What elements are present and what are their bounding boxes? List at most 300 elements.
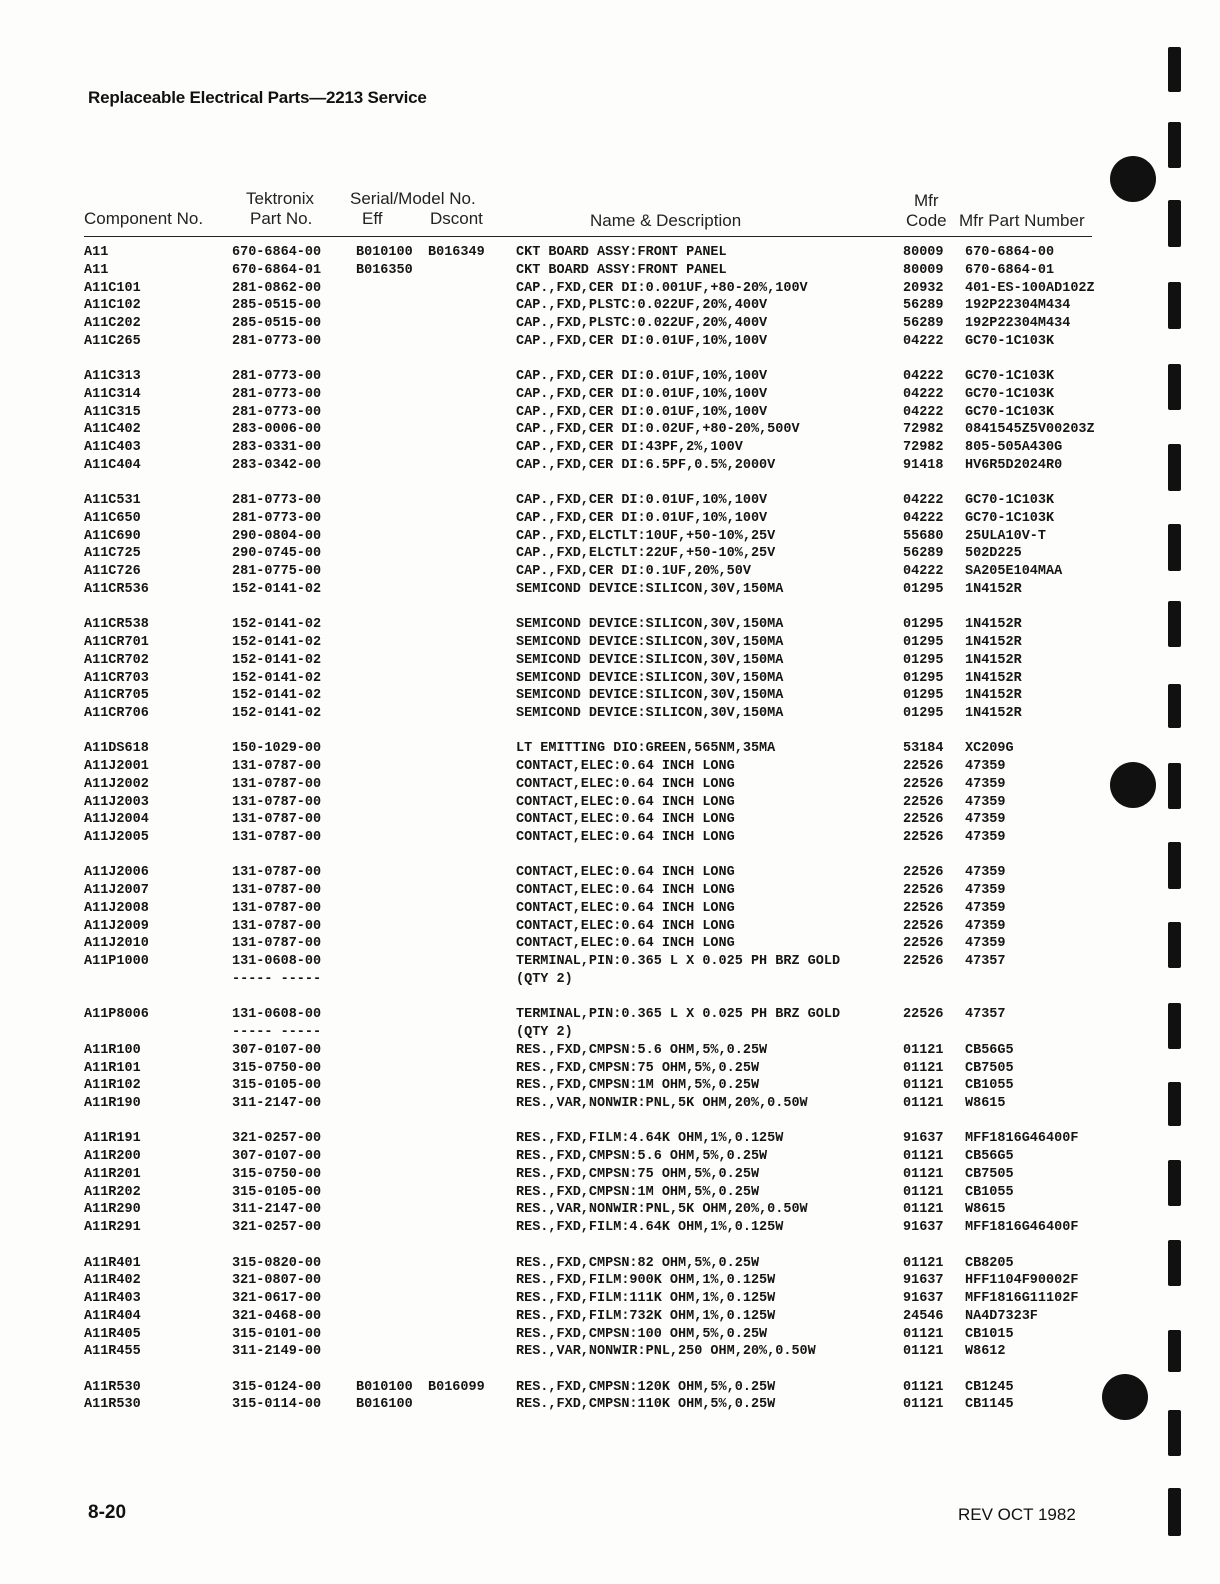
tek-part-no: 285-0515-00 <box>232 298 322 314</box>
mfr-part-number: CB56G5 <box>965 1042 1014 1058</box>
name-description: RES.,FXD,CMPSN:100 OHM,5%,0.25W <box>516 1326 768 1342</box>
mfr-part-number: 47359 <box>965 936 1006 952</box>
mfr-part-number: CB1015 <box>965 1326 1014 1342</box>
name-description: CAP.,FXD,CER DI:0.01UF,10%,100V <box>516 493 768 509</box>
tek-part-no: 152-0141-02 <box>232 635 322 651</box>
mfr-code: 53184 <box>903 741 944 757</box>
mfr-code: 04222 <box>903 493 944 509</box>
name-description: CONTACT,ELEC:0.64 INCH LONG <box>516 759 735 775</box>
mfr-code: 04222 <box>903 369 944 385</box>
mfr-code: 72982 <box>903 440 944 456</box>
mfr-code: 56289 <box>903 546 944 562</box>
mfr-part-number: 1N4152R <box>965 670 1022 686</box>
name-description: RES.,FXD,FILM:900K OHM,1%,0.125W <box>516 1273 776 1289</box>
mfr-code: 04222 <box>903 386 944 402</box>
mfr-code: 22526 <box>903 865 944 881</box>
mfr-code: 01295 <box>903 706 944 722</box>
name-description: RES.,VAR,NONWIR:PNL,250 OHM,20%,0.50W <box>516 1344 816 1360</box>
mfr-code: 55680 <box>903 528 944 544</box>
mfr-part-number: 47359 <box>965 865 1006 881</box>
col-mfr-label: Mfr <box>914 191 939 210</box>
mfr-part-number: 47359 <box>965 918 1006 934</box>
name-description: RES.,FXD,CMPSN:120K OHM,5%,0.25W <box>516 1379 776 1395</box>
tek-part-no: 131-0787-00 <box>232 865 322 881</box>
name-description: RES.,FXD,FILM:4.64K OHM,1%,0.125W <box>516 1220 784 1236</box>
mfr-part-number: GC70-1C103K <box>965 510 1055 526</box>
name-description: LT EMITTING DIO:GREEN,565NM,35MA <box>516 741 776 757</box>
name-description: RES.,FXD,CMPSN:75 OHM,5%,0.25W <box>516 1060 760 1076</box>
component-no: A11C265 <box>84 333 141 349</box>
mfr-part-number: W8615 <box>965 1096 1006 1112</box>
component-no: A11C313 <box>84 369 141 385</box>
mfr-part-number: MFF1816G46400F <box>965 1131 1079 1147</box>
binder-hole-mark <box>1110 762 1156 808</box>
component-no: A11P1000 <box>84 954 149 970</box>
tek-part-no: 670-6864-01 <box>232 262 322 278</box>
tek-part-no: 315-0105-00 <box>232 1078 322 1094</box>
mfr-part-number: CB1145 <box>965 1397 1014 1413</box>
margin-bar <box>1168 1410 1181 1456</box>
tek-part-no: 152-0141-02 <box>232 688 322 704</box>
tek-part-no: 131-0608-00 <box>232 1007 322 1023</box>
mfr-code: 01295 <box>903 635 944 651</box>
mfr-code: 56289 <box>903 316 944 331</box>
component-no: A11C403 <box>84 440 141 456</box>
name-description: CONTACT,ELEC:0.64 INCH LONG <box>516 830 735 846</box>
component-no: A11J2010 <box>84 936 149 952</box>
name-description: CKT BOARD ASSY:FRONT PANEL <box>516 262 727 278</box>
mfr-code: 22526 <box>903 812 944 828</box>
tek-part-no: 315-0124-00 <box>232 1379 322 1395</box>
mfr-code: 01121 <box>903 1326 944 1342</box>
name-description: CAP.,FXD,CER DI:0.001UF,+80-20%,100V <box>516 280 808 296</box>
mfr-code: 04222 <box>903 404 944 420</box>
component-no: A11C690 <box>84 528 141 544</box>
mfr-code: 01121 <box>903 1060 944 1076</box>
tek-part-no: 283-0331-00 <box>232 440 322 456</box>
margin-bar <box>1168 122 1181 168</box>
mfr-code: 01121 <box>903 1344 944 1360</box>
mfr-code: 91637 <box>903 1131 944 1147</box>
name-description: CAP.,FXD,PLSTC:0.022UF,20%,400V <box>516 316 768 331</box>
name-description: RES.,FXD,CMPSN:75 OHM,5%,0.25W <box>516 1166 760 1182</box>
binder-hole-mark <box>1102 1374 1148 1420</box>
component-no: A11J2006 <box>84 865 149 881</box>
serial-eff: B016350 <box>356 262 413 278</box>
mfr-code: 56289 <box>903 298 944 314</box>
mfr-code: 91637 <box>903 1291 944 1306</box>
component-no: A11C726 <box>84 564 141 580</box>
component-no: A11R201 <box>84 1166 141 1182</box>
mfr-part-number: 47357 <box>965 954 1006 970</box>
mfr-part-number: 192P22304M434 <box>965 298 1071 314</box>
mfr-part-number: 670-6864-01 <box>965 262 1055 278</box>
mfr-code: 22526 <box>903 759 944 775</box>
serial-dscont: B016349 <box>428 245 485 260</box>
name-description: RES.,FXD,CMPSN:5.6 OHM,5%,0.25W <box>516 1149 768 1165</box>
component-no: A11C402 <box>84 422 141 438</box>
component-no: A11J2001 <box>84 759 149 775</box>
mfr-part-number: NA4D7323F <box>965 1308 1038 1324</box>
mfr-code: 01295 <box>903 652 944 668</box>
mfr-part-number: XC209G <box>965 741 1014 757</box>
name-description: SEMICOND DEVICE:SILICON,30V,150MA <box>516 635 784 651</box>
component-no: A11J2007 <box>84 883 149 899</box>
mfr-part-number: 47357 <box>965 1007 1006 1023</box>
mfr-part-number: 47359 <box>965 830 1006 846</box>
mfr-part-number: GC70-1C103K <box>965 404 1055 420</box>
mfr-code: 22526 <box>903 1007 944 1023</box>
margin-bar <box>1168 763 1181 809</box>
mfr-code: 22526 <box>903 830 944 846</box>
name-description: CONTACT,ELEC:0.64 INCH LONG <box>516 776 735 792</box>
mfr-part-number: 670-6864-00 <box>965 245 1055 260</box>
col-mfr-code: Code <box>906 211 947 230</box>
mfr-part-number: GC70-1C103K <box>965 333 1055 349</box>
mfr-part-number: 192P22304M434 <box>965 316 1071 331</box>
name-description: RES.,FXD,CMPSN:5.6 OHM,5%,0.25W <box>516 1042 768 1058</box>
mfr-part-number: 47359 <box>965 883 1006 899</box>
margin-bar <box>1168 684 1181 728</box>
component-no: A11J2008 <box>84 900 149 916</box>
serial-eff: B010100 <box>356 1379 413 1395</box>
component-no: A11C101 <box>84 280 141 296</box>
revision-date: REV OCT 1982 <box>958 1505 1076 1524</box>
mfr-part-number: 502D225 <box>965 546 1022 562</box>
component-no: A11R403 <box>84 1291 141 1306</box>
mfr-part-number: 47359 <box>965 812 1006 828</box>
tek-part-no: 281-0773-00 <box>232 369 322 385</box>
mfr-part-number: 1N4152R <box>965 688 1022 704</box>
component-no: A11R404 <box>84 1308 141 1324</box>
tek-part-no: 131-0787-00 <box>232 900 322 916</box>
tek-part-no: 290-0804-00 <box>232 528 322 544</box>
tek-part-no: 315-0101-00 <box>232 1326 322 1342</box>
mfr-code: 01121 <box>903 1096 944 1112</box>
mfr-code: 01121 <box>903 1166 944 1182</box>
component-no: A11CR701 <box>84 635 149 651</box>
tek-part-no: 281-0773-00 <box>232 386 322 402</box>
component-no: A11CR536 <box>84 581 149 597</box>
tek-part-no: ----- ----- <box>232 971 322 987</box>
component-no: A11J2004 <box>84 812 149 828</box>
tek-part-no: 321-0617-00 <box>232 1291 322 1306</box>
component-no: A11C314 <box>84 386 141 402</box>
component-no: A11R102 <box>84 1078 141 1094</box>
tek-part-no: 281-0862-00 <box>232 280 322 296</box>
tek-part-no: 152-0141-02 <box>232 706 322 722</box>
name-description: CAP.,FXD,PLSTC:0.022UF,20%,400V <box>516 298 768 314</box>
name-description: CAP.,FXD,ELCTLT:10UF,+50-10%,25V <box>516 528 776 544</box>
name-description: RES.,FXD,FILM:4.64K OHM,1%,0.125W <box>516 1131 784 1147</box>
component-no: A11R401 <box>84 1255 141 1271</box>
tek-part-no: 131-0787-00 <box>232 812 322 828</box>
mfr-code: 22526 <box>903 900 944 916</box>
component-no: A11R405 <box>84 1326 141 1342</box>
margin-bar <box>1168 1330 1181 1372</box>
margin-bar <box>1168 200 1181 247</box>
page-header-title: Replaceable Electrical Parts—2213 Service <box>88 88 427 107</box>
name-description: TERMINAL,PIN:0.365 L X 0.025 PH BRZ GOLD <box>516 1007 841 1023</box>
name-description: RES.,FXD,CMPSN:1M OHM,5%,0.25W <box>516 1078 760 1094</box>
margin-bar <box>1168 1003 1181 1049</box>
component-no: A11R101 <box>84 1060 141 1076</box>
tek-part-no: 670-6864-00 <box>232 245 322 260</box>
component-no: A11R530 <box>84 1397 141 1413</box>
tek-part-no: 315-0114-00 <box>232 1397 322 1413</box>
mfr-part-number: GC70-1C103K <box>965 369 1055 385</box>
name-description: RES.,FXD,FILM:111K OHM,1%,0.125W <box>516 1291 776 1306</box>
tek-part-no: 285-0515-00 <box>232 316 322 331</box>
mfr-code: 22526 <box>903 936 944 952</box>
component-no: A11J2009 <box>84 918 149 934</box>
component-no: A11C315 <box>84 404 141 420</box>
header-rule <box>84 236 1092 237</box>
tek-part-no: 131-0787-00 <box>232 918 322 934</box>
name-description: RES.,FXD,CMPSN:110K OHM,5%,0.25W <box>516 1397 776 1413</box>
page-number: 8-20 <box>88 1502 127 1523</box>
mfr-part-number: MFF1816G11102F <box>965 1291 1079 1306</box>
name-description: SEMICOND DEVICE:SILICON,30V,150MA <box>516 670 784 686</box>
name-description: CAP.,FXD,CER DI:0.01UF,10%,100V <box>516 333 768 349</box>
tek-part-no: 152-0141-02 <box>232 670 322 686</box>
mfr-part-number: MFF1816G46400F <box>965 1220 1079 1236</box>
name-description: SEMICOND DEVICE:SILICON,30V,150MA <box>516 706 784 722</box>
col-serial-dscont: Dscont <box>430 209 483 228</box>
name-description: CKT BOARD ASSY:FRONT PANEL <box>516 245 727 260</box>
tek-part-no: 307-0107-00 <box>232 1149 322 1165</box>
component-no: A11J2005 <box>84 830 149 846</box>
tek-part-no: 281-0773-00 <box>232 510 322 526</box>
mfr-code: 01121 <box>903 1397 944 1413</box>
tek-part-no: 281-0773-00 <box>232 493 322 509</box>
component-no: A11CR706 <box>84 706 149 722</box>
name-description: RES.,VAR,NONWIR:PNL,5K OHM,20%,0.50W <box>516 1202 808 1218</box>
mfr-part-number: 1N4152R <box>965 635 1022 651</box>
name-description: CONTACT,ELEC:0.64 INCH LONG <box>516 883 735 899</box>
name-description: CAP.,FXD,CER DI:0.01UF,10%,100V <box>516 404 768 420</box>
component-no: A11R200 <box>84 1149 141 1165</box>
name-description: RES.,FXD,CMPSN:1M OHM,5%,0.25W <box>516 1184 760 1200</box>
mfr-part-number: HFF1104F90002F <box>965 1273 1079 1289</box>
mfr-code: 80009 <box>903 245 944 260</box>
mfr-part-number: 47359 <box>965 900 1006 916</box>
mfr-part-number: CB7505 <box>965 1166 1014 1182</box>
mfr-code: 01295 <box>903 617 944 633</box>
mfr-code: 91637 <box>903 1273 944 1289</box>
name-description: RES.,FXD,FILM:732K OHM,1%,0.125W <box>516 1308 776 1324</box>
tek-part-no: 321-0468-00 <box>232 1308 322 1324</box>
mfr-code: 20932 <box>903 280 944 296</box>
mfr-code: 91637 <box>903 1220 944 1236</box>
tek-part-no: 152-0141-02 <box>232 617 322 633</box>
name-description: CONTACT,ELEC:0.64 INCH LONG <box>516 812 735 828</box>
mfr-part-number: 1N4152R <box>965 617 1022 633</box>
component-no: A11J2003 <box>84 794 149 810</box>
tek-part-no: 281-0773-00 <box>232 404 322 420</box>
mfr-part-number: 25ULA10V-T <box>965 528 1047 544</box>
component-no: A11R290 <box>84 1202 141 1218</box>
mfr-code: 01121 <box>903 1184 944 1200</box>
component-no: A11CR538 <box>84 617 149 633</box>
tek-part-no: 311-2147-00 <box>232 1202 322 1218</box>
mfr-part-number: 1N4152R <box>965 706 1022 722</box>
name-description: CAP.,FXD,CER DI:6.5PF,0.5%,2000V <box>516 457 776 473</box>
mfr-code: 04222 <box>903 510 944 526</box>
name-description: CAP.,FXD,CER DI:43PF,2%,100V <box>516 440 743 456</box>
mfr-part-number: CB56G5 <box>965 1149 1014 1165</box>
name-description: SEMICOND DEVICE:SILICON,30V,150MA <box>516 581 784 597</box>
component-no: A11CR703 <box>84 670 149 686</box>
mfr-code: 91418 <box>903 457 944 473</box>
mfr-part-number: CB1055 <box>965 1078 1014 1094</box>
serial-eff: B016100 <box>356 1397 413 1413</box>
tek-part-no: ----- ----- <box>232 1025 322 1041</box>
name-description: CONTACT,ELEC:0.64 INCH LONG <box>516 918 735 934</box>
tek-part-no: 321-0807-00 <box>232 1273 322 1289</box>
component-no: A11C650 <box>84 510 141 526</box>
name-description: SEMICOND DEVICE:SILICON,30V,150MA <box>516 652 784 668</box>
mfr-part-number: 1N4152R <box>965 581 1022 597</box>
mfr-code: 22526 <box>903 954 944 970</box>
tek-part-no: 283-0006-00 <box>232 422 322 438</box>
mfr-code: 01121 <box>903 1202 944 1218</box>
tek-part-no: 281-0775-00 <box>232 564 322 580</box>
tek-part-no: 131-0608-00 <box>232 954 322 970</box>
mfr-part-number: SA205E104MAA <box>965 564 1063 580</box>
name-description: CAP.,FXD,CER DI:0.01UF,10%,100V <box>516 369 768 385</box>
name-description: CAP.,FXD,CER DI:0.01UF,10%,100V <box>516 510 768 526</box>
name-description: CAP.,FXD,CER DI:0.1UF,20%,50V <box>516 564 751 580</box>
name-description: CONTACT,ELEC:0.64 INCH LONG <box>516 936 735 952</box>
tek-part-no: 321-0257-00 <box>232 1220 322 1236</box>
name-description: SEMICOND DEVICE:SILICON,30V,150MA <box>516 688 784 704</box>
mfr-part-number: GC70-1C103K <box>965 493 1055 509</box>
tek-part-no: 307-0107-00 <box>232 1042 322 1058</box>
name-description: CONTACT,ELEC:0.64 INCH LONG <box>516 794 735 810</box>
serial-eff: B010100 <box>356 245 413 260</box>
col-tek-part-no: Part No. <box>250 209 313 228</box>
name-description: TERMINAL,PIN:0.365 L X 0.025 PH BRZ GOLD <box>516 954 841 970</box>
mfr-part-number: 401-ES-100AD102Z <box>965 280 1095 296</box>
mfr-code: 22526 <box>903 794 944 810</box>
component-no: A11C202 <box>84 316 141 331</box>
tek-part-no: 152-0141-02 <box>232 652 322 668</box>
name-description: RES.,FXD,CMPSN:82 OHM,5%,0.25W <box>516 1255 760 1271</box>
component-no: A11R402 <box>84 1273 141 1289</box>
name-description: CAP.,FXD,ELCTLT:22UF,+50-10%,25V <box>516 546 776 562</box>
component-no: A11P8006 <box>84 1007 149 1023</box>
margin-bar <box>1168 922 1181 968</box>
col-name-description: Name & Description <box>590 211 742 230</box>
col-mfr-part-number: Mfr Part Number <box>959 211 1085 230</box>
component-no: A11C102 <box>84 298 141 314</box>
margin-bar <box>1168 1240 1181 1286</box>
col-tektronix-label: Tektronix <box>246 189 315 208</box>
mfr-code: 01121 <box>903 1078 944 1094</box>
tek-part-no: 281-0773-00 <box>232 333 322 349</box>
tek-part-no: 290-0745-00 <box>232 546 322 562</box>
mfr-code: 72982 <box>903 422 944 438</box>
tek-part-no: 315-0820-00 <box>232 1255 322 1271</box>
mfr-part-number: 1N4152R <box>965 652 1022 668</box>
mfr-part-number: CB7505 <box>965 1060 1014 1076</box>
mfr-code: 01121 <box>903 1379 944 1395</box>
component-no: A11J2002 <box>84 776 149 792</box>
component-no: A11DS618 <box>84 741 149 757</box>
component-no: A11C725 <box>84 546 141 562</box>
tek-part-no: 311-2149-00 <box>232 1344 322 1360</box>
mfr-part-number: GC70-1C103K <box>965 386 1055 402</box>
tek-part-no: 311-2147-00 <box>232 1096 322 1112</box>
mfr-part-number: CB1245 <box>965 1379 1014 1395</box>
margin-bar <box>1168 1082 1181 1126</box>
mfr-code: 01121 <box>903 1149 944 1165</box>
mfr-part-number: 47359 <box>965 759 1006 775</box>
mfr-code: 04222 <box>903 333 944 349</box>
name-description: (QTY 2) <box>516 971 573 987</box>
mfr-code: 22526 <box>903 883 944 899</box>
component-no: A11CR705 <box>84 688 149 704</box>
serial-dscont: B016099 <box>428 1379 485 1395</box>
tek-part-no: 131-0787-00 <box>232 936 322 952</box>
mfr-part-number: 47359 <box>965 776 1006 792</box>
component-no: A11R291 <box>84 1220 141 1236</box>
name-description: CAP.,FXD,CER DI:0.01UF,10%,100V <box>516 386 768 402</box>
component-no: A11R100 <box>84 1042 141 1058</box>
mfr-part-number: 47359 <box>965 794 1006 810</box>
tek-part-no: 131-0787-00 <box>232 776 322 792</box>
component-no: A11CR702 <box>84 652 149 668</box>
margin-bar <box>1168 601 1181 647</box>
tek-part-no: 131-0787-00 <box>232 830 322 846</box>
component-no: A11R530 <box>84 1379 141 1395</box>
margin-bar <box>1168 1160 1181 1206</box>
component-no: A11 <box>84 245 109 260</box>
mfr-code: 01121 <box>903 1255 944 1271</box>
component-no: A11 <box>84 262 109 278</box>
tek-part-no: 152-0141-02 <box>232 581 322 597</box>
name-description: SEMICOND DEVICE:SILICON,30V,150MA <box>516 617 784 633</box>
tek-part-no: 283-0342-00 <box>232 457 322 473</box>
component-no: A11R455 <box>84 1344 141 1360</box>
mfr-part-number: W8615 <box>965 1202 1006 1218</box>
name-description: CAP.,FXD,CER DI:0.02UF,+80-20%,500V <box>516 422 800 438</box>
mfr-code: 24546 <box>903 1308 944 1324</box>
component-no: A11C531 <box>84 493 141 509</box>
tek-part-no: 315-0105-00 <box>232 1184 322 1200</box>
component-no: A11C404 <box>84 457 141 473</box>
mfr-part-number: W8612 <box>965 1344 1006 1360</box>
name-description: (QTY 2) <box>516 1025 573 1041</box>
component-no: A11R191 <box>84 1131 141 1147</box>
tek-part-no: 315-0750-00 <box>232 1060 322 1076</box>
tek-part-no: 131-0787-00 <box>232 759 322 775</box>
tek-part-no: 150-1029-00 <box>232 741 322 757</box>
mfr-part-number: 0841545Z5V00203Z <box>965 422 1095 438</box>
tek-part-no: 315-0750-00 <box>232 1166 322 1182</box>
component-no: A11R202 <box>84 1184 141 1200</box>
mfr-code: 01295 <box>903 581 944 597</box>
margin-bar <box>1168 444 1181 491</box>
mfr-code: 04222 <box>903 564 944 580</box>
name-description: RES.,VAR,NONWIR:PNL,5K OHM,20%,0.50W <box>516 1096 808 1112</box>
mfr-code: 22526 <box>903 918 944 934</box>
margin-bar <box>1168 842 1181 889</box>
mfr-part-number: CB8205 <box>965 1255 1014 1271</box>
margin-bar <box>1168 282 1181 329</box>
mfr-part-number: CB1055 <box>965 1184 1014 1200</box>
